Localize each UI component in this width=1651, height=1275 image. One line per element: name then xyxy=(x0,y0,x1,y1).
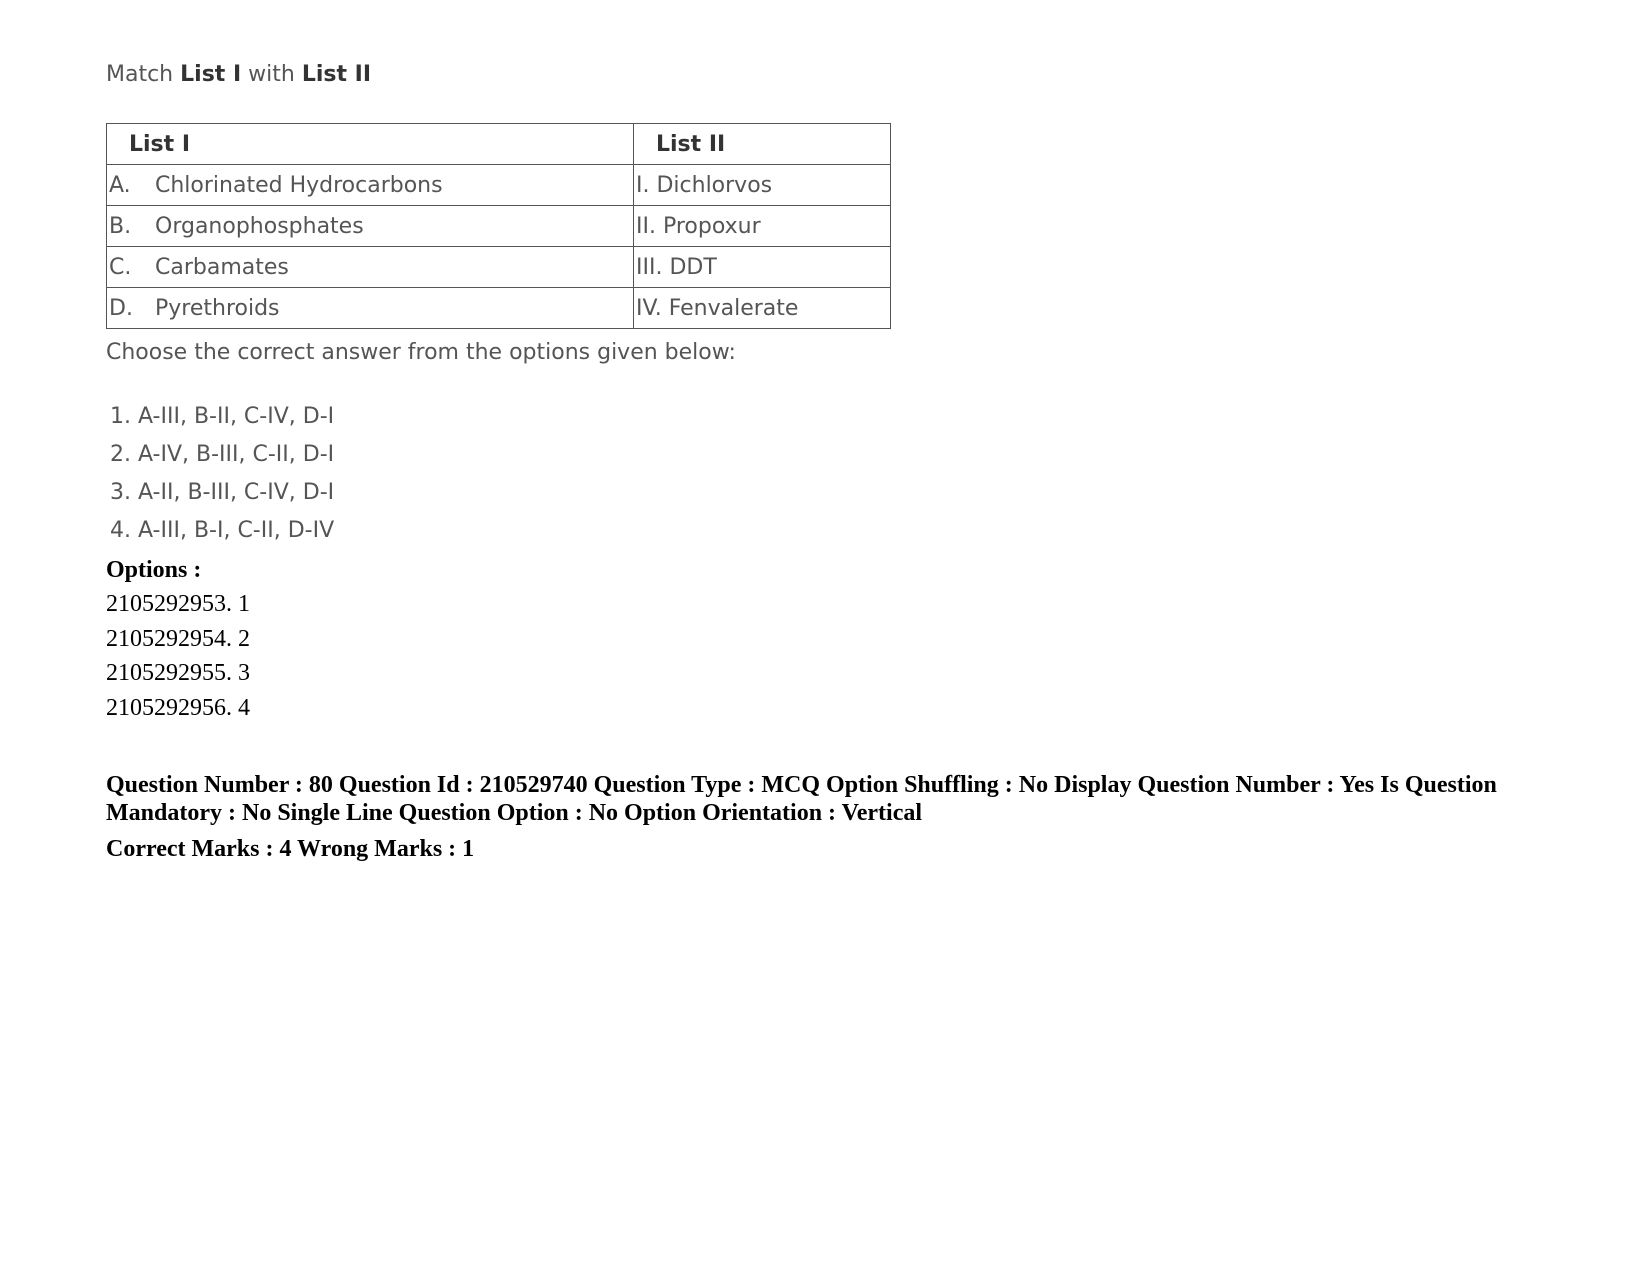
table-header-row xyxy=(107,124,891,165)
list2-cell: I. Dichlorvos xyxy=(634,165,891,206)
answer-choice: 4. A-III, B-I, C-II, D-IV xyxy=(110,518,335,543)
row-letter: D. xyxy=(109,295,133,321)
header-list-1: List I xyxy=(107,124,634,165)
choose-instruction: Choose the correct answer from the options given below: xyxy=(106,340,736,365)
list2-cell: III. DDT xyxy=(634,247,891,288)
row-item: Carbamates xyxy=(155,254,289,280)
answer-choice: 2. A-IV, B-III, C-II, D-I xyxy=(110,442,335,467)
answer-choices xyxy=(110,402,334,554)
list1-cell xyxy=(107,288,634,329)
row-letter: B. xyxy=(109,213,132,239)
options-list xyxy=(106,589,250,727)
table-row xyxy=(107,247,891,288)
list2-cell: IV. Fenvalerate xyxy=(634,288,891,329)
row-letter: C. xyxy=(109,254,132,280)
list2-cell: II. Propoxur xyxy=(634,206,891,247)
question-image xyxy=(106,60,906,543)
list1-cell xyxy=(107,247,634,288)
intro-list2: List II xyxy=(301,62,372,87)
option-item: 2105292956. 4 xyxy=(106,694,250,721)
row-item: Pyrethroids xyxy=(155,295,280,321)
answer-choice: 1. A-III, B-II, C-IV, D-I xyxy=(110,404,335,429)
option-item: 2105292953. 1 xyxy=(106,591,250,617)
row-item: Chlorinated Hydrocarbons xyxy=(155,172,443,198)
question-intro xyxy=(106,60,906,90)
table-row xyxy=(107,165,891,206)
answer-choice: 3. A-II, B-III, C-IV, D-I xyxy=(110,480,335,505)
table-row xyxy=(107,288,891,329)
match-table xyxy=(106,123,891,329)
intro-mid: with xyxy=(248,62,295,87)
marks-info: Correct Marks : 4 Wrong Marks : 1 xyxy=(106,836,475,862)
list1-cell xyxy=(107,206,634,247)
table-row xyxy=(107,206,891,247)
intro-list1: List I xyxy=(180,62,242,87)
row-letter: A. xyxy=(109,172,131,198)
option-item: 2105292954. 2 xyxy=(106,625,250,652)
intro-prefix: Match xyxy=(106,62,174,87)
question-metadata: Question Number : 80 Question Id : 210529740 Question Type : MCQ Option Shuffling : No Display Question Number : Yes Is Question Mandatory : No Single Line Question Option : No Option Orientation : Vertical xyxy=(106,772,1497,826)
list1-cell xyxy=(107,165,634,206)
options-label: Options : xyxy=(106,557,202,583)
header-list-2: List II xyxy=(634,124,891,165)
option-item: 2105292955. 3 xyxy=(106,660,250,686)
row-item: Organophosphates xyxy=(155,213,364,239)
